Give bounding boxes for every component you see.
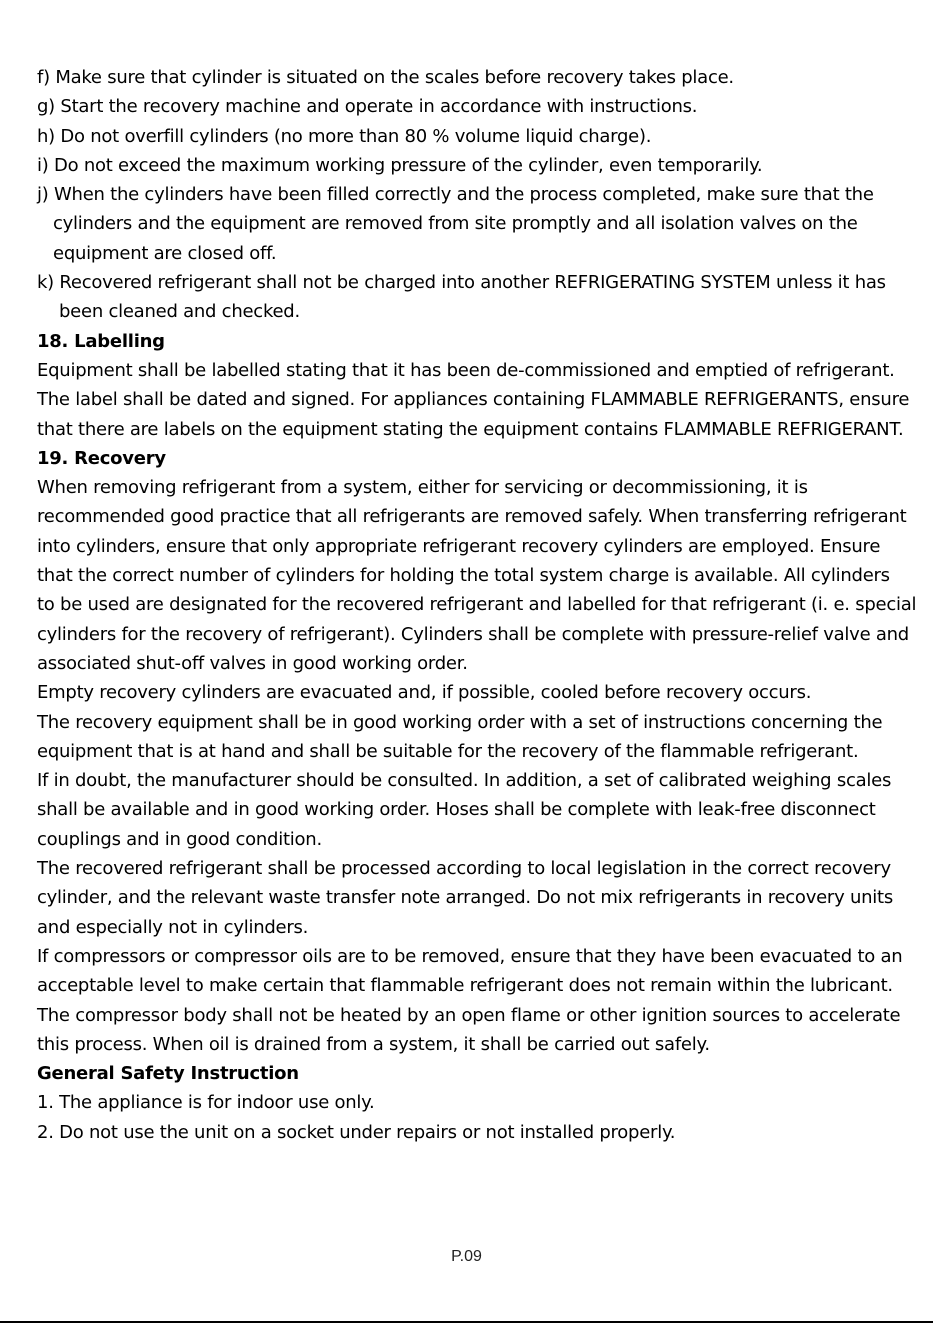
labelling-line: Equipment shall be labelled stating that it has been de-commissioned and emptied of refrigerant. [37,359,895,381]
recovery-line: acceptable level to make certain that flammable refrigerant does not remain within the lubricant. [37,975,893,997]
recovery-line: If in doubt, the manufacturer should be consulted. In addition, a set of calibrated weighing scales [37,770,892,792]
step-j-cont-1: cylinders and the equipment are removed from site promptly and all isolation valves on the [53,213,858,235]
recovery-line: The recovery equipment shall be in good working order with a set of instructions concerning the [37,711,883,733]
step-j-cont-2: equipment are closed off. [53,242,277,264]
labelling-line: The label shall be dated and signed. For appliances containing FLAMMABLE REFRIGERANTS, ensure [37,389,910,411]
recovery-line: When removing refrigerant from a system, either for servicing or decommissioning, it is [37,477,808,499]
step-h: h) Do not overfill cylinders (no more than 80 % volume liquid charge). [37,125,652,147]
recovery-line: and especially not in cylinders. [37,916,309,938]
recovery-line: The recovered refrigerant shall be processed according to local legislation in the correct recovery [37,858,891,880]
bottom-rule [0,1321,933,1323]
section-heading-labelling: 18. Labelling [37,330,165,352]
recovery-line: couplings and in good condition. [37,828,322,850]
recovery-line: If compressors or compressor oils are to be removed, ensure that they have been evacuated to an [37,945,903,967]
labelling-line: that there are labels on the equipment stating the equipment contains FLAMMABLE REFRIGERANT. [37,418,904,440]
step-k: k) Recovered refrigerant shall not be charged into another REFRIGERATING SYSTEM unless it has [37,272,886,294]
page-content [37,63,917,1147]
recovery-line: cylinder, and the relevant waste transfer note arranged. Do not mix refrigerants in recovery units [37,887,893,909]
recovery-line: equipment that is at hand and shall be suitable for the recovery of the flammable refrigerant. [37,740,859,762]
recovery-line: into cylinders, ensure that only appropriate refrigerant recovery cylinders are employed. Ensure [37,535,881,557]
step-j: j) When the cylinders have been filled correctly and the process completed, make sure that the [37,184,874,206]
recovery-line: Empty recovery cylinders are evacuated and, if possible, cooled before recovery occurs. [37,682,812,704]
step-k-cont: been cleaned and checked. [59,301,300,323]
step-g: g) Start the recovery machine and operate in accordance with instructions. [37,96,698,118]
step-i: i) Do not exceed the maximum working pressure of the cylinder, even temporarily. [37,154,763,176]
recovery-line: that the correct number of cylinders for holding the total system charge is available. All cylinders [37,565,890,587]
recovery-line: cylinders for the recovery of refrigerant). Cylinders shall be complete with pressure-relief valve and [37,623,909,645]
safety-item: 1. The appliance is for indoor use only. [37,1092,375,1114]
step-f: f) Make sure that cylinder is situated on the scales before recovery takes place. [37,67,734,88]
recovery-line: The compressor body shall not be heated by an open flame or other ignition sources to accelerate [37,1004,901,1026]
recovery-line: this process. When oil is drained from a system, it shall be carried out safely. [37,1033,710,1055]
section-heading-general-safety: General Safety Instruction [37,1063,299,1085]
recovery-line: associated shut-off valves in good working order. [37,652,468,674]
recovery-line: to be used are designated for the recovered refrigerant and labelled for that refrigerant (i. e. special [37,594,917,616]
section-heading-recovery: 19. Recovery [37,447,166,469]
page-number: P.09 [451,1248,482,1265]
safety-item: 2. Do not use the unit on a socket under repairs or not installed properly. [37,1121,676,1143]
recovery-line: recommended good practice that all refrigerants are removed safely. When transferring refrigerant [37,506,907,528]
recovery-line: shall be available and in good working order. Hoses shall be complete with leak-free disconnect [37,799,876,821]
